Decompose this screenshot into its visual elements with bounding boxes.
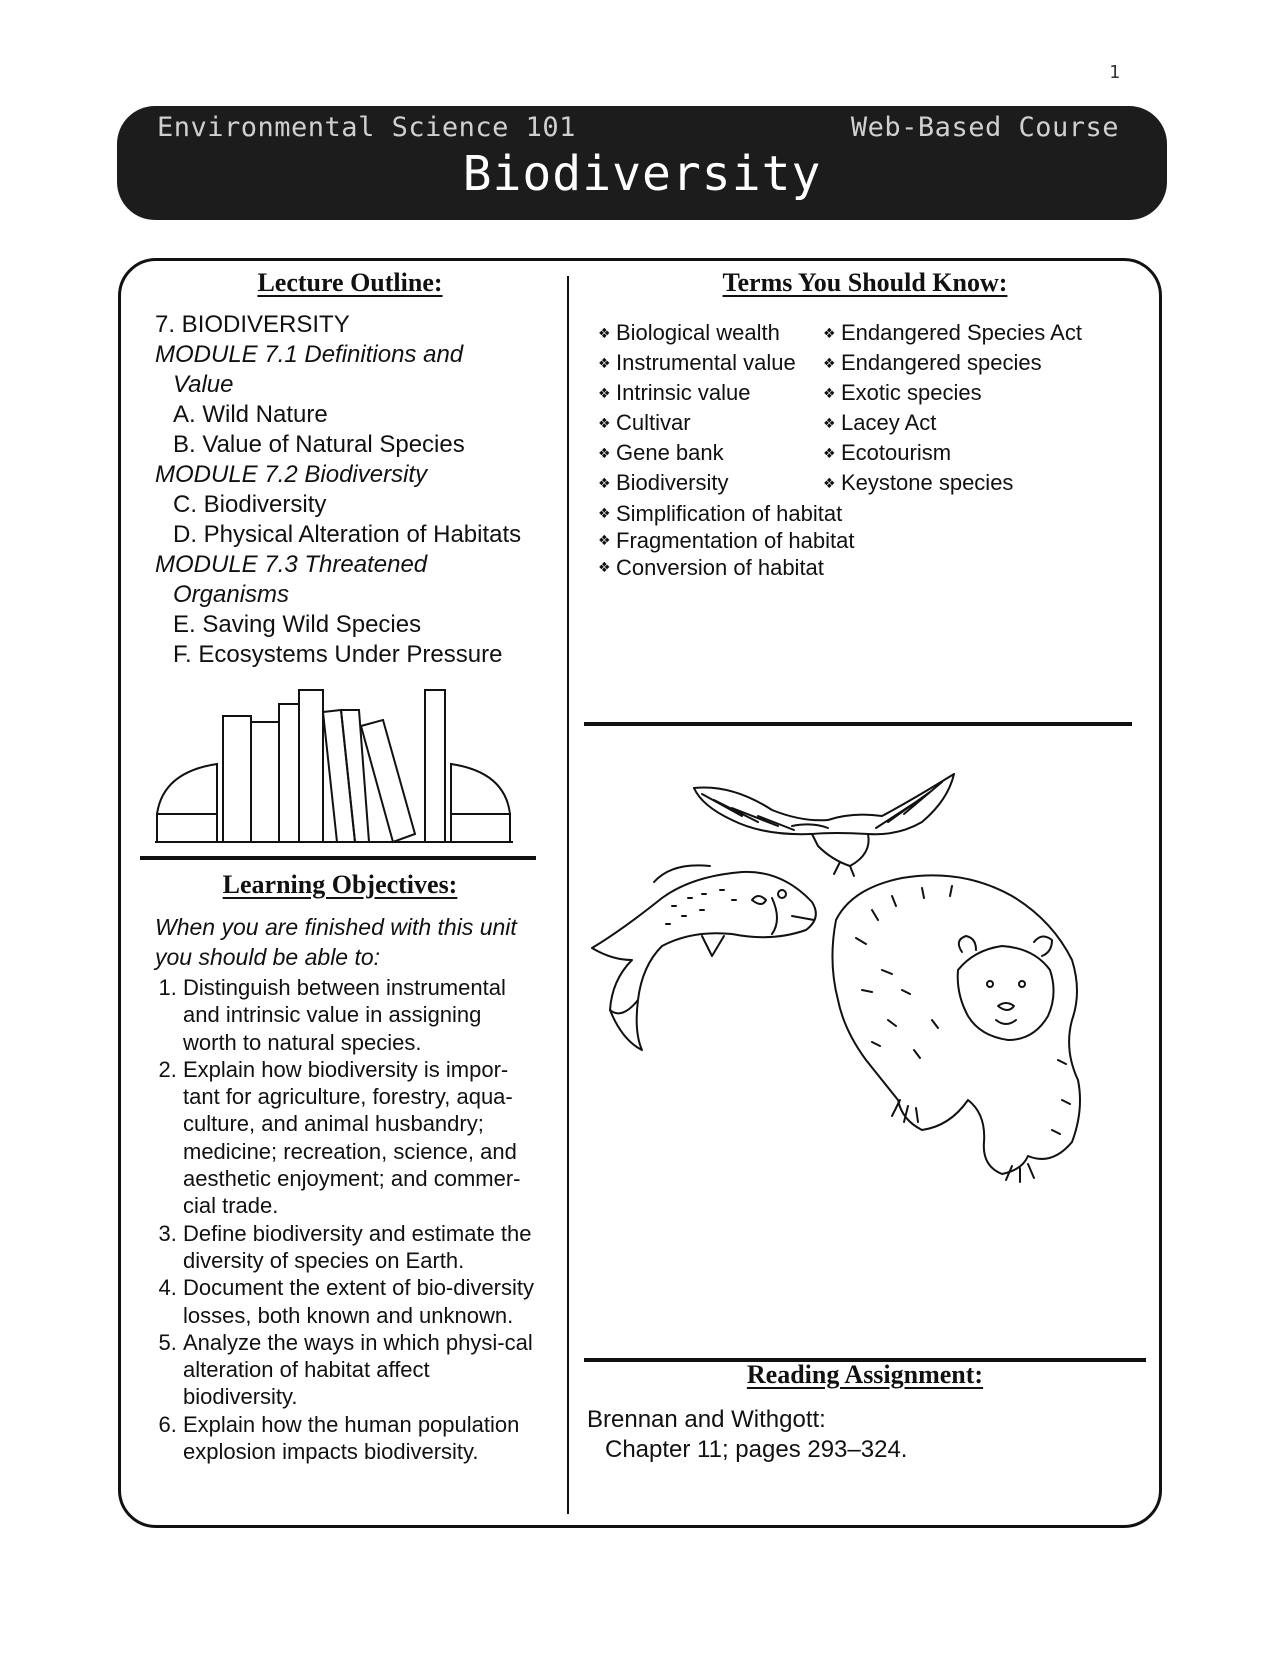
reading-author: Brennan and Withgott:: [587, 1406, 826, 1433]
terms-heading: Terms You Should Know:: [722, 268, 1008, 297]
diamond-bullet-icon: ❖: [598, 505, 611, 521]
term-label: Gene bank: [616, 440, 724, 465]
term-label: Fragmentation of habitat: [616, 528, 855, 553]
term-label: Intrinsic value: [616, 380, 751, 405]
outline-item: Organisms: [173, 581, 290, 608]
term-item: [823, 438, 1103, 468]
bear-icon: [832, 875, 1080, 1182]
learning-objectives-heading: Learning Objectives:: [222, 870, 458, 899]
term-item: [823, 348, 1103, 378]
book: [341, 710, 369, 842]
objectives-list: [155, 974, 535, 1465]
outline-item: B. Value of Natural Species: [173, 431, 465, 458]
term-item: [823, 468, 1103, 498]
diamond-bullet-icon: ❖: [598, 325, 611, 341]
term-label: Cultivar: [616, 410, 691, 435]
diamond-bullet-icon: ❖: [598, 559, 611, 575]
objectives-intro: When you are finished with this unit you should be able to:: [155, 914, 517, 970]
term-item: [598, 468, 823, 498]
diamond-bullet-icon: ❖: [598, 415, 611, 431]
term-item: [823, 408, 1103, 438]
term-label: Endangered Species Act: [841, 320, 1082, 345]
outline-item: A. Wild Nature: [173, 401, 328, 428]
term-item: [598, 348, 823, 378]
page-number: 1: [1109, 62, 1120, 83]
term-label: Lacey Act: [841, 410, 937, 435]
book: [361, 720, 415, 842]
left-bookend: [157, 764, 217, 842]
outline-item: C. Biodiversity: [173, 491, 327, 518]
diamond-bullet-icon: ❖: [598, 475, 611, 491]
objective-item: 2. Explain how biodiversity is impor-tant for agriculture, forestry, aqua-culture, and animal husbandry; medicine; recreation, science, and aesthetic enjoyment; and commer-cial trade.: [183, 1056, 535, 1220]
book: [279, 704, 299, 842]
objective-item: 5. Analyze the ways in which physi-cal alteration of habitat affect biodiversity.: [183, 1329, 535, 1411]
term-item: [823, 318, 1103, 348]
objective-item: 4. Document the extent of bio-diversity losses, both known and unknown.: [183, 1274, 535, 1329]
objective-item: 1. Distinguish between instrumental and intrinsic value in assigning worth to natural species.: [183, 974, 535, 1056]
section-rule: [140, 856, 536, 860]
diamond-bullet-icon: ❖: [823, 445, 836, 461]
objective-item: 6. Explain how the human population explosion impacts biodiversity.: [183, 1411, 535, 1466]
outline-item: MODULE 7.1 Definitions and: [155, 341, 464, 368]
eagle-icon: [694, 774, 954, 876]
section-rule: [584, 722, 1132, 726]
diamond-bullet-icon: ❖: [823, 415, 836, 431]
term-item: [598, 378, 823, 408]
outline-item: F. Ecosystems Under Pressure: [173, 641, 503, 668]
salmon-icon: [592, 865, 816, 1050]
outline-item: MODULE 7.3 Threatened: [155, 551, 428, 578]
reading-assignment-heading: Reading Assignment:: [746, 1360, 984, 1389]
term-label: Instrumental value: [616, 350, 796, 375]
page-title: Biodiversity: [462, 146, 822, 202]
course-type: Web-Based Course: [850, 112, 1119, 143]
reading-assignment: [587, 1405, 907, 1465]
diamond-bullet-icon: ❖: [823, 385, 836, 401]
term-label: Biodiversity: [616, 470, 729, 495]
term-label: Exotic species: [841, 380, 982, 405]
diamond-bullet-icon: ❖: [823, 475, 836, 491]
term-item: [598, 500, 854, 527]
term-label: Biological wealth: [616, 320, 780, 345]
diamond-bullet-icon: ❖: [823, 325, 836, 341]
wildlife-illustration: [582, 770, 1142, 1240]
right-bookend: [451, 764, 510, 842]
outline-item: 7. BIODIVERSITY: [155, 311, 350, 338]
term-label: Conversion of habitat: [616, 555, 824, 580]
outline-item: D. Physical Alteration of Habitats: [173, 521, 522, 548]
lecture-outline: [155, 310, 555, 670]
reading-chapter: Chapter 11; pages 293–324.: [605, 1436, 908, 1463]
learning-objectives: [155, 912, 535, 1465]
column-divider: [567, 276, 569, 1514]
diamond-bullet-icon: ❖: [598, 445, 611, 461]
term-item: [598, 438, 823, 468]
book: [223, 716, 251, 842]
outline-item: E. Saving Wild Species: [173, 611, 422, 638]
book: [299, 690, 323, 842]
diamond-bullet-icon: ❖: [598, 355, 611, 371]
books-illustration: [155, 686, 515, 846]
course-name: Environmental Science 101: [157, 112, 576, 143]
term-item: [598, 554, 854, 581]
term-item: [598, 527, 854, 554]
outline-item: MODULE 7.2 Biodiversity: [155, 461, 428, 488]
book: [425, 690, 445, 842]
objective-item: 3. Define biodiversity and estimate the diversity of species on Earth.: [183, 1220, 535, 1275]
term-label: Ecotourism: [841, 440, 952, 465]
diamond-bullet-icon: ❖: [598, 532, 611, 548]
diamond-bullet-icon: ❖: [823, 355, 836, 371]
book: [323, 710, 355, 842]
term-item: [823, 378, 1103, 408]
course-banner: [117, 106, 1167, 220]
term-label: Keystone species: [841, 470, 1014, 495]
term-label: Endangered species: [841, 350, 1042, 375]
term-item: [598, 408, 823, 438]
lecture-outline-heading: Lecture Outline:: [257, 268, 443, 297]
book: [251, 722, 279, 842]
diamond-bullet-icon: ❖: [598, 385, 611, 401]
term-item: [598, 318, 823, 348]
outline-item: Value: [173, 371, 234, 398]
term-label: Simplification of habitat: [616, 501, 843, 526]
